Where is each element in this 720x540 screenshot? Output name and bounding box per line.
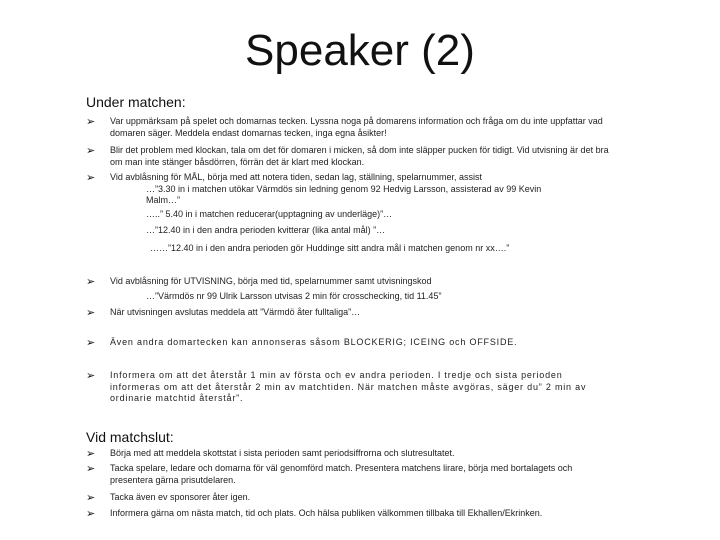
- bullet-text: [110, 172, 610, 254]
- bullet-text: När utvisningen avslutas meddela att ”Värmdö åter fulltaliga”…: [110, 307, 361, 317]
- example-goal-4: ……”12.40 in i den andra perioden gör Huddinge sitt andra mål i matchen genom nr xx….”: [150, 242, 510, 253]
- example-goal-2: …..” 5.40 in i matchen reducerar(upptagning av underläge)”…: [146, 208, 393, 219]
- arrow-bullet-icon: ➢: [86, 275, 96, 288]
- bullet-text: Tacka även ev sponsorer åter igen.: [110, 492, 251, 502]
- bullet-text: Var uppmärksam på spelet och domarnas tecken. Lyssna noga på domarens information och fråga om du inte uppfattar vad domaren säger. Meddela endast domarnas tecken, inga egna åsikter!: [110, 116, 603, 138]
- arrow-bullet-icon: ➢: [86, 369, 96, 382]
- arrow-bullet-icon: ➢: [86, 306, 96, 319]
- example-goal-3: …”12.40 in i den andra perioden kvitterar (lika antal mål) ”…: [146, 225, 386, 235]
- arrow-bullet-icon: ➢: [86, 115, 96, 128]
- bullet-text: [110, 276, 610, 302]
- bullet-text: Informera om att det återstår 1 min av första och ev andra perioden. I tredje och sista perioden informeras om att det återstår 2 min av matchtiden. När matchen måste avgöras, säger du” 2 min av ordinarie matchtid återstår”.: [110, 370, 587, 403]
- bullet-text: Även andra domartecken kan annonseras såsom BLOCKERIG; ICEING och OFFSIDE.: [110, 337, 518, 347]
- example-penalty: …”Värmdös nr 99 Ulrik Larsson utvisas 2 min för crosschecking, tid 11.45”: [146, 290, 442, 301]
- arrow-bullet-icon: ➢: [86, 447, 96, 460]
- bullet-text: Börja med att meddela skottstat i sista perioden samt periodsiffrorna och slutresultatet.: [110, 448, 455, 458]
- bullet-text: Blir det problem med klockan, tala om det för domaren i micken, så dom inte släpper pucken för tidigt. Vid utvisning är det bra om man inte stänger båsdörren, förrän det är klart med klockan.: [110, 145, 609, 167]
- example-goal-1: …”3.30 in i matchen utökar Värmdös sin ledning genom 92 Hedvig Larsson, assisterad av 99 Kevin Malm…”: [146, 183, 542, 205]
- arrow-bullet-icon: ➢: [86, 507, 96, 520]
- bullet-text: Informera gärna om nästa match, tid och plats. Och hälsa publiken välkommen tillbaka till Ekhallen/Ekrinken.: [110, 508, 543, 518]
- bullet-text: Tacka spelare, ledare och domarna för väl genomförd match. Presentera matchens lirare, börja med bortalagets och presentera gärna prisutdelaren.: [110, 463, 573, 485]
- arrow-bullet-icon: ➢: [86, 462, 96, 475]
- section-heading-vid-matchslut: Vid matchslut:: [86, 429, 174, 445]
- arrow-bullet-icon: ➢: [86, 171, 96, 184]
- slide-title: Speaker (2): [245, 26, 475, 75]
- arrow-bullet-icon: ➢: [86, 491, 96, 504]
- arrow-bullet-icon: ➢: [86, 144, 96, 157]
- bullet-main-text: Vid avblåsning för MÅL, börja med att notera tiden, sedan lag, ställning, spelarnummer, assist: [110, 172, 483, 182]
- bullet-main-text: Vid avblåsning för UTVISNING, börja med tid, spelarnummer samt utvisningskod: [110, 276, 432, 286]
- section-heading-under-matchen: Under matchen:: [86, 94, 186, 110]
- arrow-bullet-icon: ➢: [86, 336, 96, 349]
